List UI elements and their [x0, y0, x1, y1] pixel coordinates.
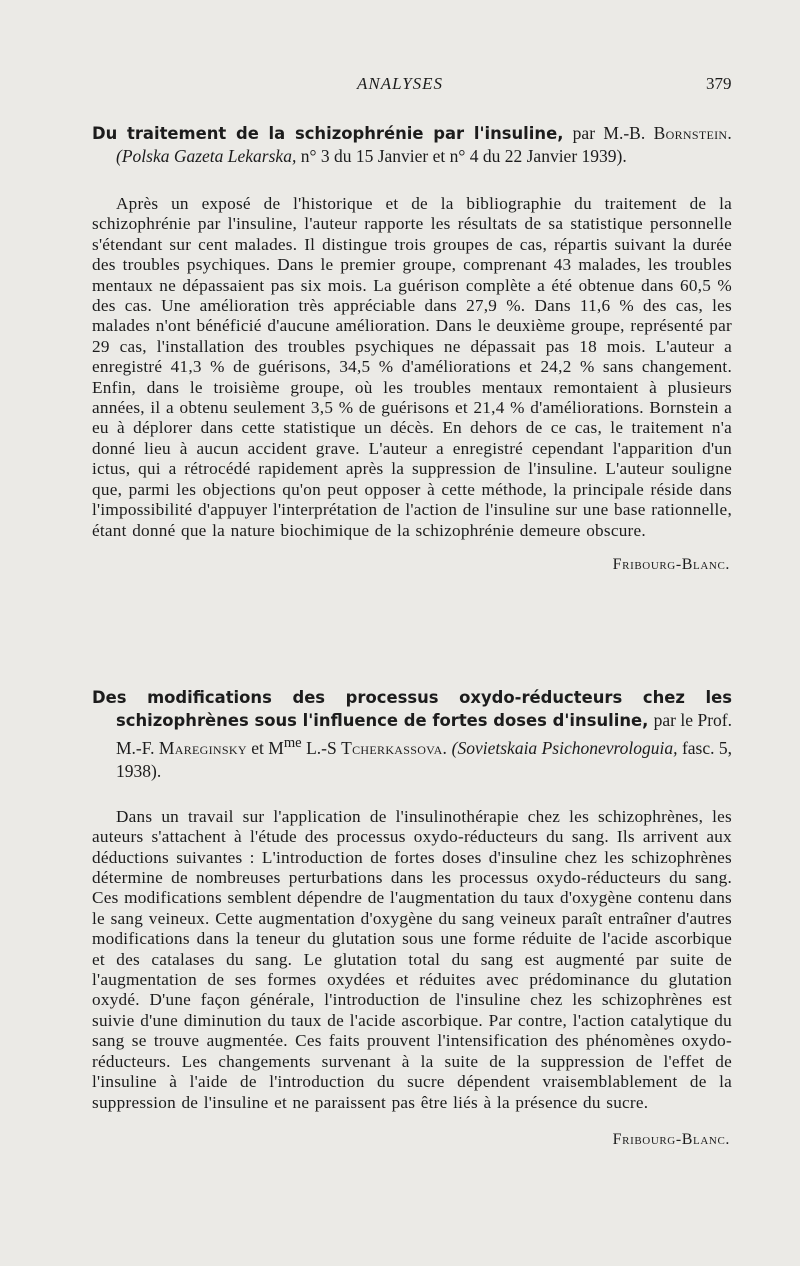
source-journal: (Sovietskaia Psichonevrologuia, — [451, 737, 678, 758]
source-issue: n° 3 du 15 Janvier et n° 4 du 22 Janvier 1939). — [300, 146, 627, 166]
article-body: Après un exposé de l'historique et de la bibliographie du traitement de la schizophrénie par l'insuline, l'auteur rapporte les résultats de sa statistique personnelle s'étendant sur cent malades. Il distingue trois groupes de cas, répartis suivant la durée des troubles psychiques. Dans le premier groupe, comprenant 43 malades, les troubles mentaux ne dépassaient pas six mois. La guérison complète a été obtenue dans 60,5 % des cas. Une amélioration très appréciable dans 27,9 %. Dans 11,6 % des cas, les malades n'ont bénéficié d'aucune amélioration. Dans le deuxième groupe, représenté par 29 cas, l'installation des troubles psychiques ne dépassait pas 18 mois. L'auteur a enregistré 41,3 % de guérisons, 34,5 % d'améliorations et 24,2 % sans changement. Enfin, dans le troisième groupe, où les troubles mentaux remontaient à plusieurs années, il a obtenu seulement 3,5 % de guérisons et 21,4 % d'améliorations. Bornstein a eu à déplorer dans cette statistique un décès. En dehors de ce cas, le traitement n'a donné lieu à aucun accident grave. L'auteur a enregistré cependant l'apparition d'un ictus, qui a rétrocédé rapidement après la suppression de l'insuline. L'auteur souligne que, parmi les objections qu'on peut opposer à cette méthode, la principale réside dans l'impossibilité d'appuyer l'interprétation de l'action de l'insuline sur une base rationnelle, étant donné que la nature biochimique de la schizophrénie demeure obscure. — [92, 194, 732, 540]
article-title: Des modifications des processus oxydo-réducteurs chez les schizophrènes sous l'influence de fortes doses d'insuline, — [92, 688, 732, 730]
article-mareginsky — [92, 687, 732, 1149]
mme-superscript: me — [283, 735, 302, 751]
author-name: Mareginsky — [158, 737, 247, 758]
author-name: Bornstein. — [653, 123, 733, 143]
article-heading — [92, 122, 732, 168]
author-prefix: par le Prof. M.-F. — [116, 710, 732, 758]
source-issue: fasc. 5, 1938). — [116, 737, 733, 781]
reviewer-signature: Fribourg-Blanc. — [612, 1130, 730, 1148]
article-bornstein — [92, 122, 732, 574]
article-body: Dans un travail sur l'application de l'insulinothérapie chez les schizophrènes, les auteurs s'attachent à l'étude des processus oxydo-réducteurs du sang. Ils arrivent aux déductions suivantes : L'introduction de fortes doses d'insuline chez les schizophrènes détermine de nombreuses perturbations dans les processus oxydo-réducteurs du sang. Ces modifications semblent dépendre de l'augmentation du taux d'oxygène contenu dans le sang veineux. Cette augmentation d'oxygène du sang veineux paraît entraîner d'autres modifications dans la teneur du glutation sous une forme réduite de l'acide ascorbique et des catalases du sang. Le glutation total du sang est augmenté par suite de l'augmentation de ses formes oxydées et réduites avec prédominance du glutation oxydé. D'une façon générale, l'introduction de l'insuline chez les schizophrènes est suivie d'une diminution du taux de l'acide ascorbique. Par contre, l'action catalytique du sang se trouve augmentée. Ces faits prouvent l'intensification des phénomènes oxydo-réducteurs. Les changements survenant à la suite de la suppression de l'effet de l'insuline à l'aide de l'introduction du sucre dépendent vraisemblablement de la suppression de l'insuline et ne paraissent pas être liés à la présence du sucre. — [92, 806, 732, 1112]
article-heading — [92, 687, 732, 783]
coauthor-initials: L.-S — [306, 737, 337, 758]
reviewer-signature: Fribourg-Blanc. — [612, 555, 730, 573]
running-title: ANALYSES — [356, 74, 444, 93]
author-conjunction: et M — [251, 737, 284, 758]
author-prefix: par M.-B. — [572, 123, 646, 143]
coauthor-name: Tcherkassova. — [341, 737, 448, 758]
running-head — [0, 74, 800, 100]
page-number: 379 — [706, 74, 732, 93]
source-journal: (Polska Gazeta Lekarska, — [116, 146, 297, 166]
article-title: Du traitement de la schizophrénie par l'insuline, — [92, 124, 564, 143]
